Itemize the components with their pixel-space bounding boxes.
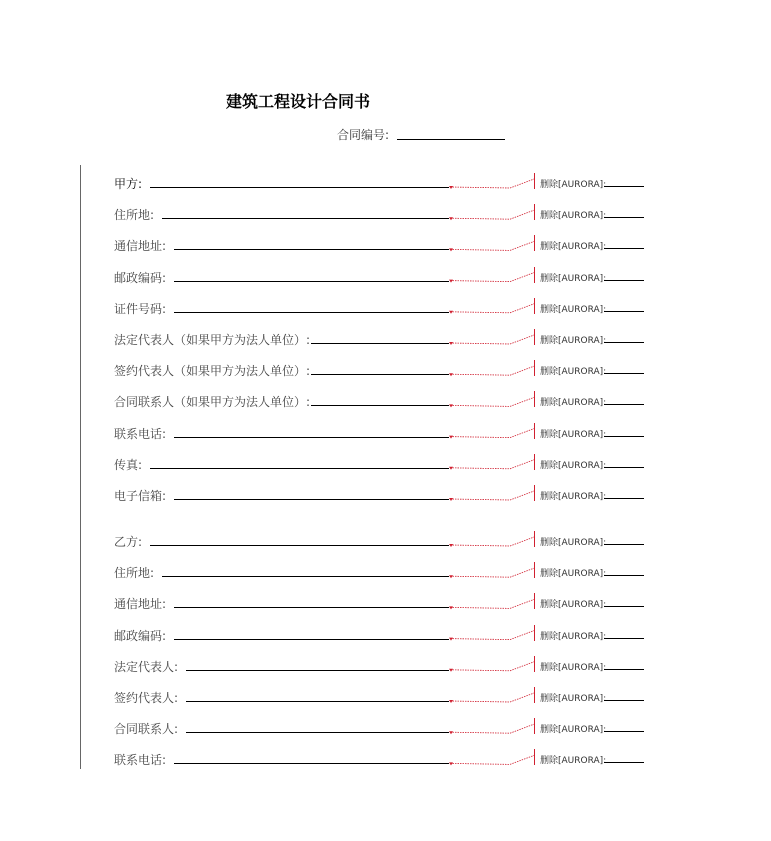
deleted-text-blank — [604, 280, 644, 281]
revision-note-text[interactable]: 删除[AURORA]: — [540, 725, 607, 736]
field-label: 法定代表人（如果甲方为法人单位）: — [114, 333, 311, 347]
deleted-text-blank — [604, 700, 644, 701]
revision-note-marker — [534, 562, 535, 578]
party-b-field-row — [0, 533, 771, 557]
party-b-field-row — [0, 751, 771, 775]
fill-in-blank[interactable] — [174, 499, 449, 500]
revision-note-marker — [534, 204, 535, 220]
deleted-text-blank — [604, 731, 644, 732]
revision-note-marker — [534, 454, 535, 470]
fill-in-blank[interactable] — [186, 732, 449, 733]
revision-note-text[interactable]: 删除[AURORA]: — [540, 211, 607, 222]
deleted-text-blank — [604, 467, 644, 468]
deleted-text-blank — [604, 186, 644, 187]
revision-note-marker — [534, 625, 535, 641]
revision-note-marker — [534, 749, 535, 765]
party-a-field-row — [0, 175, 771, 199]
field-label: 合同联系人: — [114, 722, 179, 737]
contract-number-label: 合同编号: — [337, 128, 390, 142]
revision-note-text[interactable]: 删除[AURORA]: — [540, 694, 607, 704]
deleted-text-blank — [604, 762, 644, 763]
deleted-text-blank — [604, 669, 644, 670]
fill-in-blank[interactable] — [186, 701, 449, 702]
revision-note-marker — [534, 531, 535, 547]
revision-note-text[interactable]: 删除[AURORA]: — [540, 662, 607, 673]
revision-note-marker — [534, 329, 535, 345]
party-a-field-row — [0, 331, 771, 355]
field-label: 传真: — [114, 457, 143, 472]
party-b-field-row — [0, 658, 771, 682]
revision-note-text[interactable]: 删除[AURORA]: — [540, 756, 607, 767]
field-label: 邮政编码: — [114, 628, 167, 643]
field-label: 电子信箱: — [114, 489, 167, 503]
revision-note-text[interactable]: 删除[AURORA]: — [540, 492, 607, 502]
revision-note-marker — [534, 423, 535, 439]
revision-note-marker — [534, 173, 535, 189]
deleted-text-blank — [604, 544, 644, 545]
revision-note-text[interactable]: 删除[AURORA]: — [540, 538, 607, 548]
fill-in-blank[interactable] — [174, 249, 449, 250]
party-b-field-row — [0, 720, 771, 744]
field-label: 甲方: — [114, 177, 143, 191]
party-a-field-row — [0, 487, 771, 511]
revision-note-marker — [534, 391, 535, 407]
field-label: 合同联系人（如果甲方为法人单位）: — [114, 395, 311, 410]
field-label: 邮政编码: — [114, 270, 167, 285]
party-a-field-row — [0, 237, 771, 261]
party-a-field-row — [0, 269, 771, 293]
revision-note-text[interactable]: 删除[AURORA]: — [540, 336, 607, 346]
party-a-field-row — [0, 425, 771, 449]
party-b-field-row — [0, 595, 771, 619]
deleted-text-blank — [604, 404, 644, 405]
deleted-text-blank — [604, 498, 644, 499]
party-a-field-row — [0, 456, 771, 480]
party-a-field-row — [0, 393, 771, 417]
deleted-text-blank — [604, 638, 644, 639]
revision-note-marker — [534, 656, 535, 672]
fill-in-blank[interactable] — [174, 607, 449, 608]
field-label: 法定代表人: — [114, 659, 179, 674]
revision-note-marker — [534, 485, 535, 501]
field-label: 住所地: — [114, 208, 155, 223]
deleted-text-blank — [604, 373, 644, 374]
field-label: 乙方: — [114, 535, 143, 549]
fill-in-blank[interactable] — [311, 343, 449, 344]
deleted-text-blank — [604, 606, 644, 607]
party-b-field-row — [0, 627, 771, 651]
revision-note-text[interactable]: 删除[AURORA]: — [540, 398, 607, 409]
revision-note-text[interactable]: 删除[AURORA]: — [540, 242, 607, 253]
field-label: 通信地址: — [114, 597, 167, 612]
fill-in-blank[interactable] — [311, 374, 449, 375]
revision-note-text[interactable]: 删除[AURORA]: — [540, 600, 607, 611]
fill-in-blank[interactable] — [174, 639, 449, 640]
field-label: 签约代表人: — [114, 691, 179, 705]
revision-note-text[interactable]: 删除[AURORA]: — [540, 367, 607, 378]
revision-note-text[interactable]: 删除[AURORA]: — [540, 180, 607, 190]
party-a-field-row — [0, 300, 771, 324]
fill-in-blank[interactable] — [150, 187, 449, 188]
document-title: 建筑工程设计合同书 — [226, 92, 371, 111]
field-label: 住所地: — [114, 566, 155, 581]
deleted-text-blank — [604, 217, 644, 218]
revision-note-text[interactable]: 删除[AURORA]: — [540, 569, 607, 580]
revision-note-text[interactable]: 删除[AURORA]: — [540, 429, 607, 440]
deleted-text-blank — [604, 342, 644, 343]
fill-in-blank[interactable] — [311, 405, 449, 406]
fill-in-blank[interactable] — [150, 545, 449, 546]
revision-note-marker — [534, 235, 535, 251]
deleted-text-blank — [604, 311, 644, 312]
field-label: 联系电话: — [114, 753, 167, 768]
fill-in-blank[interactable] — [174, 312, 449, 313]
deleted-text-blank — [604, 248, 644, 249]
fill-in-blank[interactable] — [162, 576, 449, 577]
revision-note-marker — [534, 593, 535, 609]
field-label: 证件号码: — [114, 301, 167, 316]
revision-note-marker — [534, 718, 535, 734]
revision-note-text[interactable]: 删除[AURORA]: — [540, 460, 607, 471]
deleted-text-blank — [604, 575, 644, 576]
field-label: 通信地址: — [114, 239, 167, 254]
revision-note-marker — [534, 298, 535, 314]
revision-note-text[interactable]: 删除[AURORA]: — [540, 304, 607, 315]
fill-in-blank[interactable] — [174, 437, 449, 438]
revision-note-text[interactable]: 删除[AURORA]: — [540, 631, 607, 642]
revision-note-marker — [534, 267, 535, 283]
fill-in-blank[interactable] — [186, 670, 449, 671]
party-b-field-row — [0, 564, 771, 588]
fill-in-blank[interactable] — [150, 468, 449, 469]
revision-note-marker — [534, 687, 535, 703]
party-b-field-row — [0, 689, 771, 713]
fill-in-blank[interactable] — [174, 281, 449, 282]
field-label: 签约代表人（如果甲方为法人单位）: — [114, 364, 311, 379]
party-a-field-row — [0, 362, 771, 386]
fill-in-blank[interactable] — [174, 763, 449, 764]
field-label: 联系电话: — [114, 426, 167, 441]
revision-note-marker — [534, 360, 535, 376]
revision-note-text[interactable]: 删除[AURORA]: — [540, 273, 607, 284]
deleted-text-blank — [604, 436, 644, 437]
fill-in-blank[interactable] — [162, 218, 449, 219]
contract-number-blank[interactable] — [397, 139, 505, 140]
party-a-field-row — [0, 206, 771, 230]
